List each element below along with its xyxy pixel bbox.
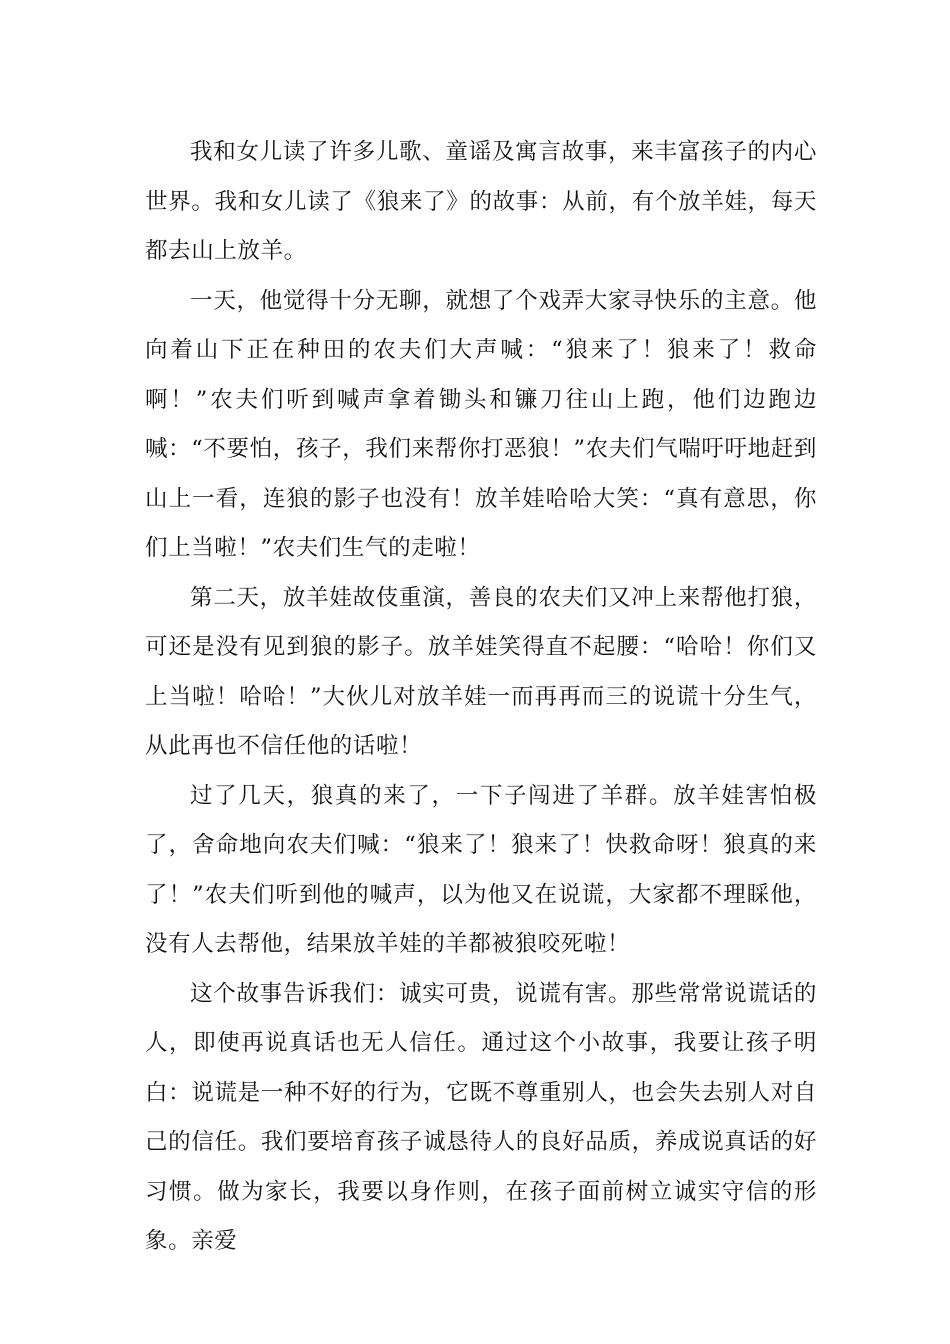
paragraph-2: 一天，他觉得十分无聊，就想了个戏弄大家寻快乐的主意。他向着山下正在种田的农夫们大声喊：“狼来了！狼来了！救命啊！”农夫们听到喊声拿着锄头和镰刀往山上跑，他们边跑边喊：“不要怕，孩子，我们来帮你打恶狼！”农夫们气喘吁吁地赶到山上一看，连狼的影子也没有！放羊娃哈哈大笑：“真有意思，你们上当啦！”农夫们生气的走啦！ [145, 287, 817, 561]
paragraph-1: 我和女儿读了许多儿歌、童谣及寓言故事，来丰富孩子的内心世界。我和女儿读了《狼来了》的故事：从前，有个放羊娃，每天都去山上放羊。 [145, 139, 817, 264]
paragraph-5: 这个故事告诉我们：诚实可贵，说谎有害。那些常常说谎话的人，即使再说真话也无人信任。通过这个小故事，我要让孩子明白：说谎是一种不好的行为，它既不尊重别人，也会失去别人对自己的信任。我们要培育孩子诚恳待人的良好品质，养成说真话的好习惯。做为家长，我要以身作则，在孩子面前树立诚实守信的形象。亲爱 [145, 980, 817, 1254]
paragraph-4: 过了几天，狼真的来了，一下子闯进了羊群。放羊娃害怕极了，舍命地向农夫们喊：“狼来了！狼来了！快救命呀！狼真的来了！”农夫们听到他的喊声，以为他又在说谎，大家都不理睬他，没有人去帮他，结果放羊娃的羊都被狼咬死啦！ [145, 782, 817, 957]
paragraph-3: 第二天，放羊娃故伎重演，善良的农夫们又冲上来帮他打狼，可还是没有见到狼的影子。放羊娃笑得直不起腰：“哈哈！你们又上当啦！哈哈！”大伙儿对放羊娃一而再再而三的说谎十分生气，从此再也不信任他的话啦！ [145, 584, 817, 759]
document-body [145, 128, 817, 1267]
